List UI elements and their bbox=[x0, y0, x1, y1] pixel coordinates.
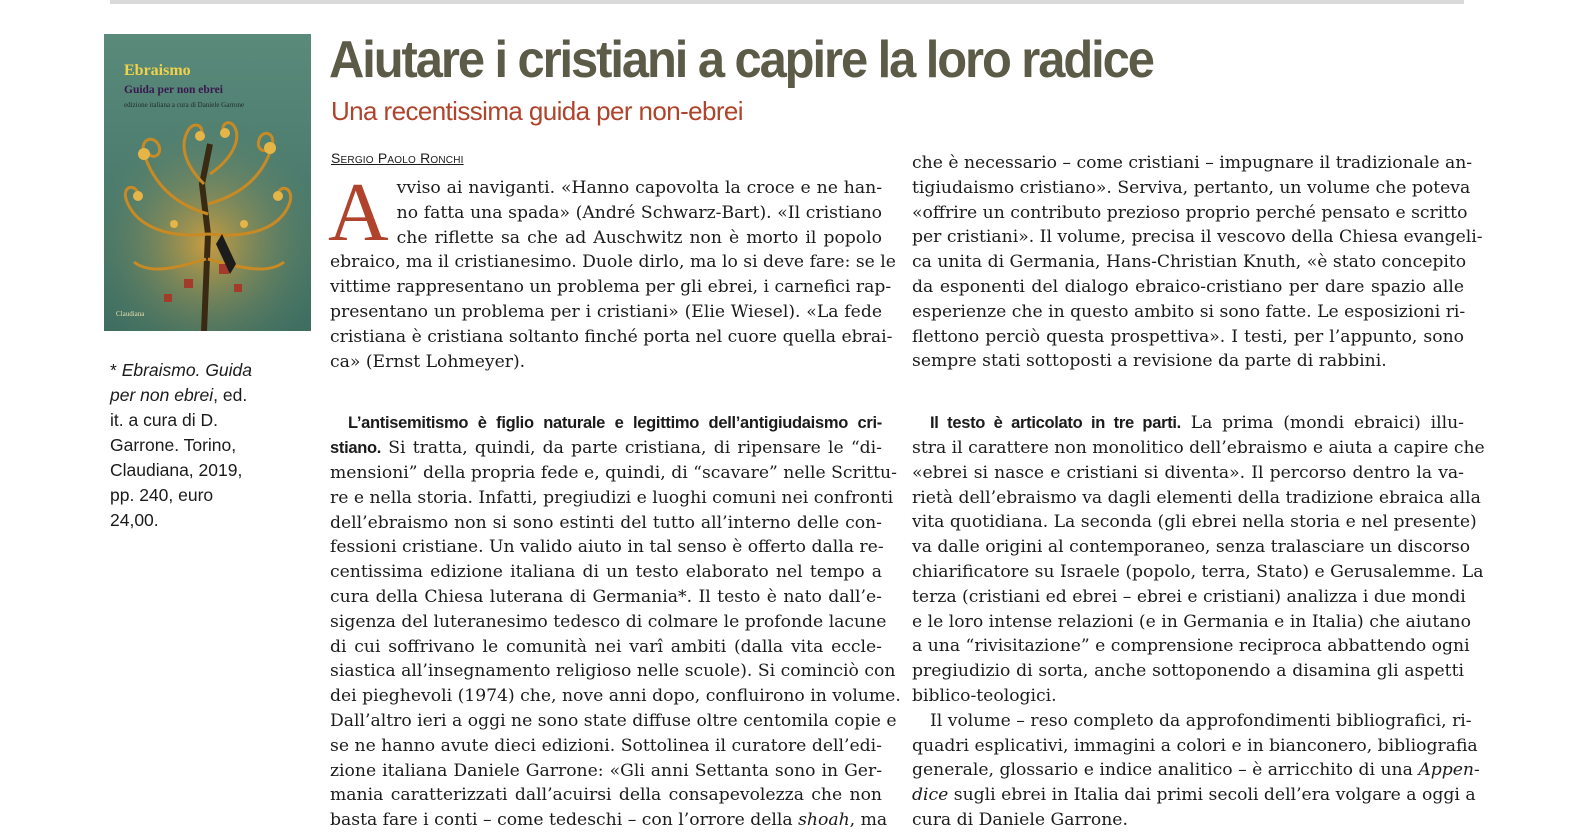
text-line: flettono perciò questa prospettiva». I testi, per l’appunto, sono bbox=[912, 326, 1464, 347]
text-line: dei pieghevoli (1974) che, nove anni dopo, confluirono in volume. bbox=[330, 686, 901, 707]
text-line: dell’ebraismo non si sono estinti del tutto all’interno delle con- bbox=[330, 512, 882, 533]
paragraph-volume bbox=[912, 709, 1480, 833]
text-span: La prima (mondi ebraici) illu- bbox=[1180, 413, 1464, 434]
text-line bbox=[330, 411, 882, 436]
cover-subtitle: Guida per non ebrei bbox=[124, 84, 223, 96]
text-line: fessioni cristiane. Un valido aiuto in tal senso è offerto dalla re- bbox=[330, 537, 884, 558]
text-line: esperienze che in questo ambito si sono fatte. Le esposizioni ri- bbox=[912, 301, 1466, 322]
text-line: mensioni” della propria fede e, quindi, di “scavare” nelle Scrittu- bbox=[330, 462, 897, 483]
text-line: rietà dell’ebraismo va dagli elementi della tradizione ebraica alla bbox=[912, 487, 1481, 508]
text-line: cura della Chiesa luterana di Germania*. Il testo è nato dall’e- bbox=[330, 586, 882, 607]
text-line bbox=[330, 436, 882, 461]
text-line: cristiana è cristiana soltanto finché porta nel cuore quella ebrai- bbox=[330, 326, 893, 347]
top-rule bbox=[110, 0, 1464, 4]
text-span: sugli ebrei in Italia dai primi secoli dell’era volgare a oggi a bbox=[948, 785, 1476, 806]
text-line: quadri esplicativi, immagini a colori e in bianconero, bibliografia bbox=[912, 735, 1478, 756]
text-line: presentano un problema per i cristiani» (Elie Wiesel). «La fede bbox=[330, 301, 882, 322]
text-line: ca» (Ernst Lohmeyer). bbox=[330, 351, 526, 372]
text-line: che è necessario – come cristiani – impugnare il tradizionale an- bbox=[912, 153, 1473, 173]
text-line: chiarificatore su Israele (popolo, terra, Stato) e Gerusalemme. La bbox=[912, 561, 1484, 582]
book-caption bbox=[110, 358, 260, 533]
article-subtitle: Una recentissima guida per non-ebrei bbox=[331, 96, 743, 126]
text-line: sigenza del luteranesimo tedesco di colmare le profonde lacune bbox=[330, 611, 887, 632]
text-line bbox=[330, 808, 888, 833]
text-line: no fatta una spada» (André Schwarz-Bart). «Il cristiano bbox=[396, 202, 882, 223]
author-byline: Sergio Paolo Ronchi bbox=[331, 150, 464, 166]
text-line: vittime rappresentano un problema per gli ebrei, i carnefici rap- bbox=[330, 277, 892, 298]
paragraph-continuation bbox=[912, 151, 1483, 374]
italic-term: shoah bbox=[798, 810, 850, 831]
cover-title: Ebraismo bbox=[124, 62, 191, 79]
text-line bbox=[912, 411, 1464, 436]
book-cover-image bbox=[104, 34, 311, 331]
text-line: a una “rivisitazione” e comprensione reciproca abbattendo ogni bbox=[912, 636, 1470, 657]
text-line: di cui soffrivano le comunità nei varî ambiti (dalla vita eccle- bbox=[330, 636, 882, 657]
paragraph-lead: Il testo è articolato in tre parti. bbox=[930, 414, 1181, 433]
text-line: vita quotidiana. La seconda (gli ebrei nella storia e nel presente) bbox=[912, 512, 1477, 533]
text-line: zione italiana Daniele Garrone: «Gli anni Settanta sono in Ger- bbox=[330, 760, 882, 781]
text-line: re e nella storia. Infatti, pregiudizi e luoghi comuni nei confronti bbox=[330, 487, 894, 508]
paragraph-lead-end: stiano. bbox=[330, 439, 382, 458]
text-span: generale, glossario e indice analitico – è arricchito di una bbox=[912, 760, 1419, 781]
text-line: biblico-teologici. bbox=[912, 685, 1057, 706]
caption-details: , ed. it. a cura di D. Garrone. Torino, Claudiana, 2019, pp. 240, euro 24,00. bbox=[110, 385, 248, 530]
text-span: , ma bbox=[849, 810, 888, 831]
text-line: centissima edizione italiana di un testo elaborato nel tempo a bbox=[330, 562, 882, 583]
article-column-2 bbox=[912, 151, 1485, 833]
text-line: Dall’altro ieri a oggi ne sono state diffuse oltre centomila copie e bbox=[330, 710, 897, 731]
text-line: e le loro intense relazioni (e in Germania e in Italia) che aiutano bbox=[912, 611, 1471, 632]
article-column-1 bbox=[328, 166, 901, 833]
text-line: tigiudaismo cristiano». Serviva, pertanto, un volume che poteva bbox=[912, 177, 1471, 198]
text-line: siastica all’insegnamento religioso nelle scuole). Si cominciò con bbox=[330, 661, 896, 682]
text-line: stra il carattere non monolitico dell’ebraismo e aiuta a capire che bbox=[912, 437, 1485, 458]
caption-star: * bbox=[110, 360, 122, 380]
paragraph-lead: L’antisemitismo è figlio naturale e legittimo dell’antigiudaismo cri- bbox=[348, 414, 882, 433]
paragraph-three-parts bbox=[912, 411, 1485, 709]
text-line: ebraico, ma il cristianesimo. Duole dirlo, ma lo si deve fare: se le bbox=[330, 252, 896, 273]
text-line: pregiudizio di sorta, anche sottoponendo a disamina gli aspetti bbox=[912, 661, 1464, 682]
text-line bbox=[912, 783, 1476, 808]
cover-curator: edizione italiana a cura di Daniele Garrone bbox=[124, 101, 245, 109]
text-line: «offrire un contributo prezioso proprio perché pensato e scritto bbox=[912, 202, 1468, 223]
text-line bbox=[912, 758, 1480, 783]
text-span: Si tratta, quindi, da parte cristiana, di ripensare le “di- bbox=[381, 438, 882, 459]
paragraph-antisemitism bbox=[330, 411, 901, 833]
drop-cap: A bbox=[328, 166, 389, 259]
italic-term: Appen- bbox=[1418, 760, 1480, 781]
text-line: cura di Daniele Garrone. bbox=[912, 809, 1128, 830]
text-line: mania caratterizzati dall’acuirsi della consapevolezza che non bbox=[330, 785, 882, 806]
text-line: sempre stati sottoposti a revisione da parte di rabbini. bbox=[912, 351, 1387, 372]
text-line: terza (cristiani ed ebrei – ebrei e cristiani) analizza i due mondi bbox=[912, 586, 1466, 607]
text-span: basta fare i conti – come tedeschi – con l’orrore della bbox=[330, 810, 799, 831]
text-line: ca unita di Germania, Hans-Christian Knuth, «è stato concepito bbox=[912, 252, 1467, 273]
paragraph-intro bbox=[328, 166, 896, 374]
cover-publisher: Claudiana bbox=[116, 310, 145, 318]
text-line: «ebrei si nasce e cristiani si diventa». Il percorso dentro la va- bbox=[912, 462, 1464, 483]
text-line: per cristiani». Il volume, precisa il vescovo della Chiesa evangeli- bbox=[912, 227, 1483, 248]
text-line: da esponenti del dialogo ebraico-cristiano per dare spazio alle bbox=[912, 276, 1464, 297]
text-line: vviso ai naviganti. «Hanno capovolta la croce e ne han- bbox=[396, 178, 882, 198]
caption-book-title: Ebraismo. Guida per non ebrei bbox=[110, 360, 253, 405]
italic-term: dice bbox=[912, 785, 949, 806]
article-title: Aiutare i cristiani a capire la loro radice bbox=[329, 31, 1153, 89]
text-line: se ne hanno avute dieci edizioni. Sottolinea il curatore dell’edi- bbox=[330, 735, 882, 756]
text-line: va dalle origini al contemporaneo, senza tralasciare un discorso bbox=[912, 537, 1471, 558]
text-line: Il volume – reso completo da approfondimenti bibliografici, ri- bbox=[930, 710, 1472, 731]
text-line: che riflette sa che ad Auschwitz non è morto il popolo bbox=[396, 227, 882, 248]
